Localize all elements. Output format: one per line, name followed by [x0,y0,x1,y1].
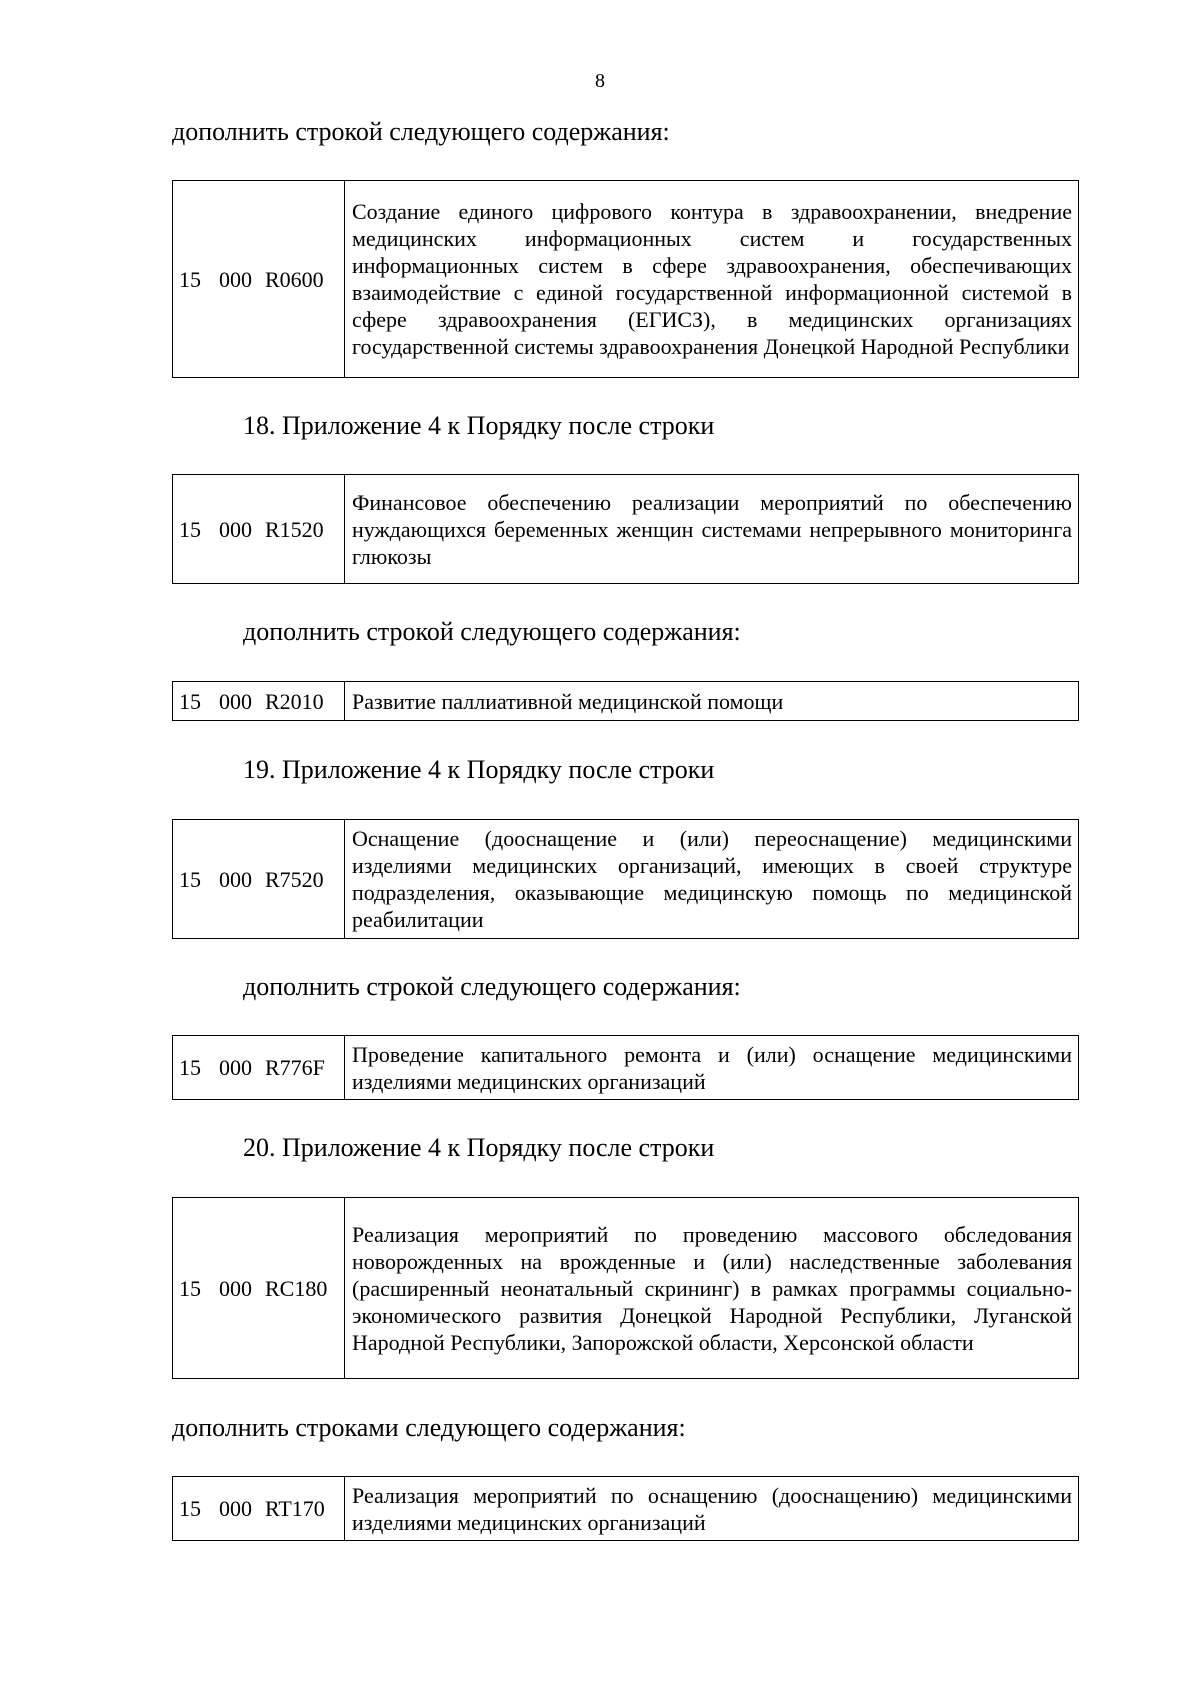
code-description: Реализация мероприятий по оснащению (дооснащению) медицинскими изделиями медицинских организаций [345,1477,1079,1541]
budget-code: 15 000 R1520 [173,475,345,584]
budget-code: 15 000 RC180 [173,1198,345,1379]
paragraph-item-18: 18. Приложение 4 к Порядку после строки [243,411,715,440]
paragraph-amend-3: дополнить строкой следующего содержания: [243,972,741,1001]
table-row-rc180 [172,1197,1079,1379]
code-description: Проведение капитального ремонта и (или) оснащение медицинскими изделиями медицинских организаций [345,1036,1079,1100]
table-row-r2010 [172,681,1079,721]
paragraph-item-20: 20. Приложение 4 к Порядку после строки [243,1133,715,1162]
paragraph-amend-1: дополнить строкой следующего содержания: [172,117,670,146]
code-description: Развитие паллиативной медицинской помощи [345,682,1079,721]
code-description: Оснащение (дооснащение и (или) переоснащение) медицинскими изделиями медицинских организаций, имеющих в своей структуре подразделения, оказывающие медицинскую помощь по медицинской реабилитации [345,820,1079,939]
page-number: 8 [595,70,605,92]
code-description: Реализация мероприятий по проведению массового обследования новорожденных на врожденные и (или) наследственные заболевания (расширенный неонатальный скрининг) в рамках программы социально-экономического развития Донецкой Народной Республики, Луганской Народной Республики, Запорожской области, Херсонской области [345,1198,1079,1379]
table-row-r776f [172,1035,1079,1100]
budget-code: 15 000 RT170 [173,1477,345,1541]
paragraph-amend-2: дополнить строкой следующего содержания: [243,617,741,646]
code-description: Финансовое обеспечению реализации мероприятий по обеспечению нуждающихся беременных женщин системами непрерывного мониторинга глюкозы [345,475,1079,584]
table-row-r7520 [172,819,1079,939]
table-row-r1520 [172,474,1079,584]
budget-code: 15 000 R7520 [173,820,345,939]
table-row-rt170 [172,1476,1079,1541]
paragraph-item-19: 19. Приложение 4 к Порядку после строки [243,755,715,784]
budget-code: 15 000 R2010 [173,682,345,721]
paragraph-amend-4: дополнить строками следующего содержания: [172,1413,686,1442]
budget-code: 15 000 R776F [173,1036,345,1100]
budget-code: 15 000 R0600 [173,181,345,378]
table-row-r0600 [172,180,1079,378]
code-description: Создание единого цифрового контура в здравоохранении, внедрение медицинских информационных систем и государственных информационных систем в сфере здравоохранения, обеспечивающих взаимодействие с единой государственной информационной системой в сфере здравоохранения (ЕГИСЗ), в медицинских организациях государственной системы здравоохранения Донецкой Народной Республики [345,181,1079,378]
